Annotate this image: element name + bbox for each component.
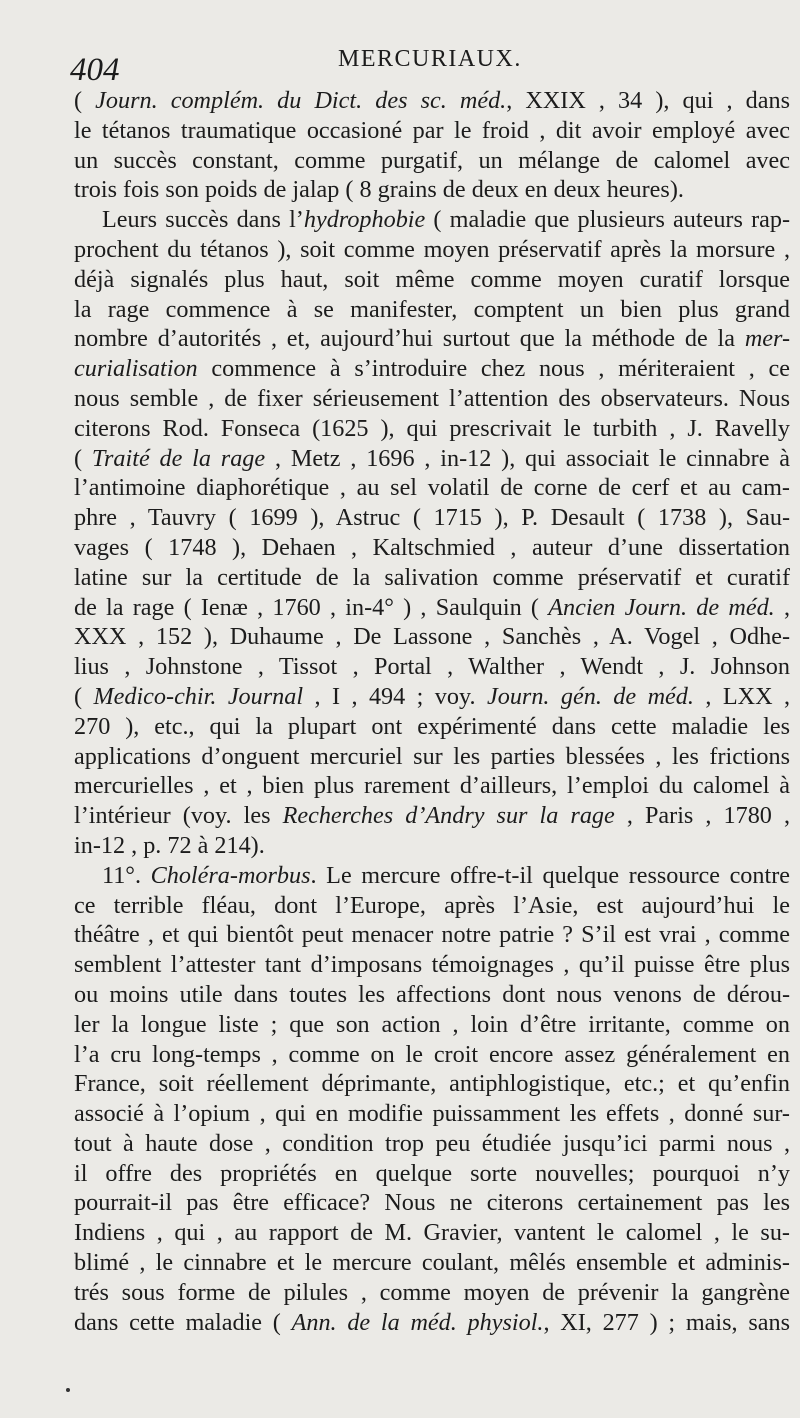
text-line: associé à l’opium , qui en modifie puissamment les effets , donné sur- — [74, 1100, 790, 1128]
text-line: nous semble , de fixer sérieusement l’attention des observateurs. Nous — [74, 384, 790, 412]
text-line: tout à haute dose , condition trop peu étudiée jusqu’ici parmi nous , — [74, 1129, 790, 1157]
text-line: le tétanos traumatique occasioné par le froid , dit avoir employé avec — [74, 116, 790, 144]
text-line: l’intérieur (voy. les Recherches d’Andry sur la rage , Paris , 1780 , — [74, 802, 790, 830]
text-line: 11°. Choléra-morbus. Le mercure offre-t-il quelque ressource contre — [102, 861, 790, 889]
text-line: semblent l’attester tant d’imposans témoignages , qu’il puisse être plus — [74, 951, 790, 979]
text-line: lius , Johnstone , Tissot , Portal , Walther , Wendt , J. Johnson — [74, 653, 790, 681]
text-line: de la rage ( Ienæ , 1760 , in-4° ) , Saulquin ( Ancien Journ. de méd. , — [74, 593, 790, 621]
text-line: ( Traité de la rage , Metz , 1696 , in-12 ), qui associait le cinnabre à — [74, 444, 790, 472]
text-line: in-12 , p. 72 à 214). — [74, 831, 265, 859]
text-line: ( Journ. complém. du Dict. des sc. méd., XXIX , 34 ), qui , dans — [74, 87, 790, 114]
text-line: nombre d’autorités , et, aujourd’hui surtout que la méthode de la mer- — [74, 325, 790, 353]
text-line: prochent du tétanos ), soit comme moyen préservatif après la morsure , — [74, 235, 790, 263]
text-line: l’a cru long-temps , comme on le croit encore assez généralement en — [74, 1040, 790, 1068]
text-line: ce terrible fléau, dont l’Europe, après l’Asie, est aujourd’hui le — [74, 891, 790, 919]
text-line: pourrait-il pas être efficace? Nous ne citerons certainement pas les — [74, 1189, 790, 1217]
text-line: XXX , 152 ), Duhaume , De Lassone , Sanchès , A. Vogel , Odhe- — [74, 623, 790, 651]
text-line: la rage commence à se manifester, comptent un bien plus grand — [74, 295, 790, 323]
running-head: MERCURIAUX. — [338, 46, 522, 72]
text-line: curialisation commence à s’introduire chez nous , mériteraient , ce — [74, 355, 790, 383]
text-line: applications d’onguent mercuriel sur les parties blessées , les frictions — [74, 742, 790, 770]
text-line: phre , Tauvry ( 1699 ), Astruc ( 1715 ), P. Desault ( 1738 ), Sau- — [74, 504, 790, 532]
text-line: ler la longue liste ; que son action , loin d’être irritante, comme on — [74, 1010, 790, 1038]
printer-mark — [66, 1388, 70, 1392]
text-line: Leurs succès dans l’hydrophobie ( maladie que plusieurs auteurs rap- — [102, 206, 790, 234]
text-line: il offre des propriétés en quelque sorte nouvelles; pourquoi n’y — [74, 1159, 790, 1187]
text-line: blimé , le cinnabre et le mercure coulant, mêlés ensemble et adminis- — [74, 1249, 790, 1277]
body-text — [74, 86, 790, 1337]
text-line: mercurielles , et , bien plus rarement d’ailleurs, l’emploi du calomel à — [74, 772, 790, 800]
text-line: un succès constant, comme purgatif, un mélange de calomel avec — [74, 146, 790, 174]
text-line: théâtre , et qui bientôt peut menacer notre patrie ? S’il est vrai , comme — [74, 921, 790, 949]
text-line: latine sur la certitude de la salivation comme préservatif et curatif — [74, 563, 790, 591]
text-line: trés sous forme de pilules , comme moyen de prévenir la gangrène — [74, 1278, 790, 1306]
text-line: citerons Rod. Fonseca (1625 ), qui prescrivait le turbith , J. Ravelly — [74, 414, 790, 442]
text-line: dans cette maladie ( Ann. de la méd. physiol., XI, 277 ) ; mais, sans — [74, 1308, 790, 1336]
text-line: trois fois son poids de jalap ( 8 grains de deux en deux heures). — [74, 176, 684, 204]
text-line: l’antimoine diaphorétique , au sel volatil de corne de cerf et au cam- — [74, 474, 790, 502]
text-line: déjà signalés plus haut, soit même comme moyen curatif lorsque — [74, 265, 790, 293]
text-line: France, soit réellement déprimante, antiphlogistique, etc.; et qu’enfin — [74, 1070, 790, 1098]
text-line: ou moins utile dans toutes les affections dont nous venons de dérou- — [74, 980, 790, 1008]
text-line: 270 ), etc., qui la plupart ont expérimenté dans cette maladie les — [74, 712, 790, 740]
page-header — [0, 40, 800, 88]
text-line: ( Medico-chir. Journal , I , 494 ; voy. Journ. gén. de méd. , LXX , — [74, 682, 790, 710]
text-line: Indiens , qui , au rapport de M. Gravier, vantent le calomel , le su- — [74, 1219, 790, 1247]
text-line: vages ( 1748 ), Dehaen , Kaltschmied , auteur d’une dissertation — [74, 533, 790, 561]
page-number: 404 — [70, 52, 120, 88]
